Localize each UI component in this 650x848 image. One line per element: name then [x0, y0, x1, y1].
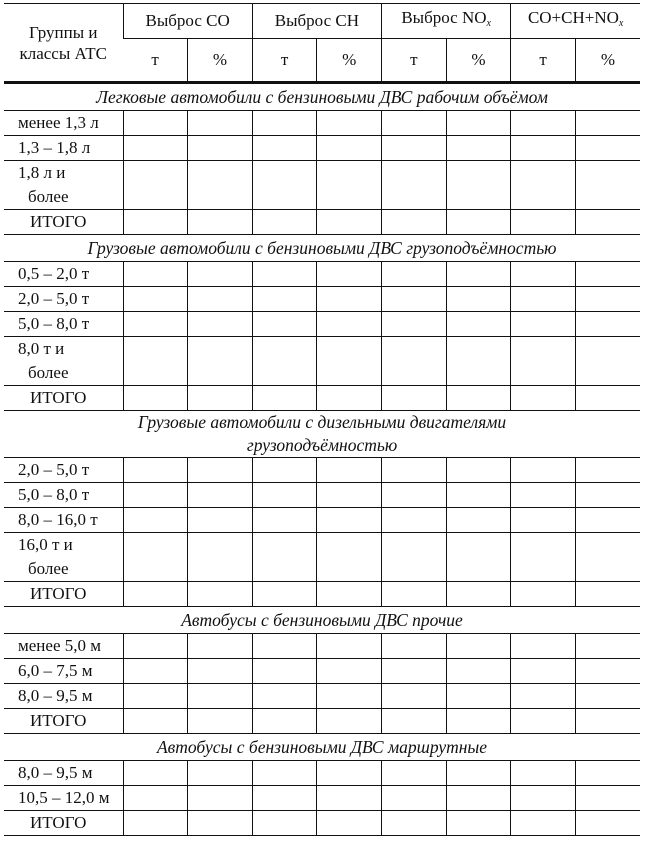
table-cell [188, 634, 253, 659]
table-cell [446, 684, 511, 709]
table-cell [252, 533, 317, 582]
table-cell [123, 337, 188, 386]
table-cell [252, 262, 317, 287]
table-cell [382, 312, 447, 337]
table-cell [575, 458, 640, 483]
row-label: менее 1,3 л [4, 111, 123, 136]
table-cell [575, 337, 640, 386]
row-label: 8,0 – 9,5 м [4, 761, 123, 786]
table-cell [446, 458, 511, 483]
table-cell [446, 136, 511, 161]
table-cell [511, 386, 576, 411]
table-cell [575, 659, 640, 684]
table-cell [575, 161, 640, 210]
table-cell [123, 161, 188, 210]
table-cell [123, 761, 188, 786]
row-label: 10,5 – 12,0 м [4, 786, 123, 811]
table-cell [252, 136, 317, 161]
table-cell [382, 761, 447, 786]
table-cell [382, 508, 447, 533]
table-cell [511, 761, 576, 786]
table-cell [382, 786, 447, 811]
table-cell [511, 634, 576, 659]
header-nox: Выброс $NO_x$ [382, 4, 511, 39]
table-cell [382, 533, 447, 582]
section-title: Легковые автомобили с бензиновыми ДВС рабочим объёмом [4, 83, 640, 111]
table-cell [446, 811, 511, 836]
table-row [4, 761, 640, 786]
table-cell [511, 312, 576, 337]
table-cell [446, 312, 511, 337]
header-group-classes: Группы и классы АТС [4, 4, 123, 83]
table-cell [188, 659, 253, 684]
table-cell [317, 684, 382, 709]
row-label: менее 5,0 м [4, 634, 123, 659]
table-cell [317, 761, 382, 786]
table-cell [575, 533, 640, 582]
table-cell [446, 786, 511, 811]
table-cell [575, 709, 640, 734]
table-cell [188, 582, 253, 607]
table-cell [252, 786, 317, 811]
table-cell [575, 312, 640, 337]
section-header [4, 607, 640, 634]
table-cell [511, 508, 576, 533]
table-cell [382, 709, 447, 734]
table-cell [252, 659, 317, 684]
table-cell [252, 337, 317, 386]
table-cell [446, 161, 511, 210]
table-cell [575, 136, 640, 161]
table-cell [382, 684, 447, 709]
table-cell [511, 337, 576, 386]
table-cell [446, 111, 511, 136]
table-row [4, 533, 640, 582]
table-row [4, 386, 640, 411]
table-cell [252, 312, 317, 337]
row-total-label: ИТОГО [4, 811, 123, 836]
table-row [4, 287, 640, 312]
table-cell [317, 458, 382, 483]
row-label [4, 337, 123, 386]
table-cell [446, 533, 511, 582]
section-title: Автобусы с бензиновыми ДВС прочие [4, 607, 640, 634]
table-cell [317, 262, 382, 287]
table-cell [511, 684, 576, 709]
table-cell [511, 458, 576, 483]
table-cell [123, 262, 188, 287]
section-header [4, 734, 640, 761]
row-label: 5,0 – 8,0 т [4, 312, 123, 337]
table-cell [382, 386, 447, 411]
emissions-table [4, 3, 640, 836]
table-cell [382, 458, 447, 483]
table-cell [382, 136, 447, 161]
table-cell [382, 210, 447, 235]
table-cell [575, 684, 640, 709]
table-row [4, 136, 640, 161]
table-cell [511, 210, 576, 235]
table-row [4, 786, 640, 811]
row-label: 8,0 – 16,0 т [4, 508, 123, 533]
table-cell [446, 337, 511, 386]
row-label-line: 8,0 т и [18, 339, 65, 358]
table-cell [575, 111, 640, 136]
table-cell [188, 684, 253, 709]
table-cell [317, 111, 382, 136]
table-row [4, 337, 640, 386]
table-cell [446, 761, 511, 786]
table-cell [446, 582, 511, 607]
table-cell [188, 210, 253, 235]
row-label-line: более [28, 559, 69, 578]
table-cell [575, 386, 640, 411]
table-cell [123, 684, 188, 709]
table-cell [446, 386, 511, 411]
table-cell [317, 811, 382, 836]
table-cell [123, 811, 188, 836]
table-cell [188, 312, 253, 337]
table-cell [382, 659, 447, 684]
table-cell [575, 483, 640, 508]
table-cell [123, 111, 188, 136]
section-header [4, 411, 640, 458]
row-label-line: 16,0 т и [18, 535, 73, 554]
section-title-line: Грузовые автомобили с дизельными двигателями [137, 412, 507, 432]
table-row [4, 210, 640, 235]
table-cell [188, 533, 253, 582]
table-cell [382, 337, 447, 386]
table-cell [446, 709, 511, 734]
unit-sum-t: т [511, 39, 576, 83]
section-title: Грузовые автомобили с бензиновыми ДВС грузоподъёмностью [4, 235, 640, 262]
table-cell [382, 111, 447, 136]
unit-ch-t: т [252, 39, 317, 83]
table-row [4, 508, 640, 533]
table-cell [446, 210, 511, 235]
row-label-line: 1,8 л и [18, 163, 66, 182]
table-cell [511, 262, 576, 287]
table-cell [511, 786, 576, 811]
table-cell [188, 262, 253, 287]
table-cell [382, 634, 447, 659]
table-cell [446, 287, 511, 312]
table-cell [252, 287, 317, 312]
table-cell [252, 111, 317, 136]
table-cell [123, 210, 188, 235]
table-cell [511, 582, 576, 607]
unit-nox-pct: % [446, 39, 511, 83]
row-label: 0,5 – 2,0 т [4, 262, 123, 287]
table-cell [446, 483, 511, 508]
row-label: 5,0 – 8,0 т [4, 483, 123, 508]
header-ch: Выброс CH [252, 4, 381, 39]
table-cell [188, 786, 253, 811]
table-cell [123, 136, 188, 161]
table-cell [317, 136, 382, 161]
table-cell [252, 582, 317, 607]
table-row [4, 811, 640, 836]
table-cell [123, 386, 188, 411]
table-cell [123, 287, 188, 312]
section-header [4, 235, 640, 262]
table-cell [446, 659, 511, 684]
table-cell [575, 582, 640, 607]
row-total-label: ИТОГО [4, 582, 123, 607]
table-cell [382, 582, 447, 607]
table-cell [317, 337, 382, 386]
table-cell [188, 483, 253, 508]
unit-co-t: т [123, 39, 188, 83]
table-cell [575, 761, 640, 786]
table-cell [317, 386, 382, 411]
header-sum: $CO+CH+NO_x$ [511, 4, 640, 39]
table-cell [252, 161, 317, 210]
table-cell [252, 811, 317, 836]
table-cell [123, 582, 188, 607]
row-label-line: более [28, 363, 69, 382]
row-label [4, 533, 123, 582]
table-cell [575, 287, 640, 312]
table-cell [123, 312, 188, 337]
table-cell [575, 210, 640, 235]
table-cell [382, 161, 447, 210]
table-cell [252, 684, 317, 709]
table-cell [382, 811, 447, 836]
table-row [4, 483, 640, 508]
table-cell [317, 659, 382, 684]
table-cell [188, 386, 253, 411]
table-cell [188, 458, 253, 483]
table-cell [511, 483, 576, 508]
table-cell [511, 709, 576, 734]
table-row [4, 582, 640, 607]
table-cell [446, 634, 511, 659]
row-total-label: ИТОГО [4, 386, 123, 411]
unit-ch-pct: % [317, 39, 382, 83]
row-label: 1,3 – 1,8 л [4, 136, 123, 161]
unit-co-pct: % [188, 39, 253, 83]
table-row [4, 458, 640, 483]
table-cell [252, 386, 317, 411]
table-cell [317, 709, 382, 734]
table-cell [188, 709, 253, 734]
row-label: 6,0 – 7,5 м [4, 659, 123, 684]
row-label: 8,0 – 9,5 м [4, 684, 123, 709]
table-cell [252, 634, 317, 659]
table-row [4, 161, 640, 210]
table-cell [317, 634, 382, 659]
table-cell [317, 786, 382, 811]
row-label: 2,0 – 5,0 т [4, 287, 123, 312]
row-total-label: ИТОГО [4, 709, 123, 734]
table-cell [511, 287, 576, 312]
table-cell [252, 210, 317, 235]
table-cell [252, 508, 317, 533]
table-cell [123, 634, 188, 659]
table-cell [511, 161, 576, 210]
table-row [4, 262, 640, 287]
section-title-line: грузоподъёмностью [246, 435, 398, 455]
table-cell [511, 136, 576, 161]
table-cell [575, 811, 640, 836]
table-cell [188, 136, 253, 161]
table-cell [382, 287, 447, 312]
table-cell [317, 483, 382, 508]
table-cell [188, 111, 253, 136]
table-row [4, 312, 640, 337]
unit-sum-pct: % [575, 39, 640, 83]
row-total-label: ИТОГО [4, 210, 123, 235]
table-cell [511, 111, 576, 136]
section-title: Автобусы с бензиновыми ДВС маршрутные [4, 734, 640, 761]
header-co: Выброс CO [123, 4, 252, 39]
table-cell [511, 533, 576, 582]
table-cell [575, 262, 640, 287]
table-cell [123, 458, 188, 483]
unit-nox-t: т [382, 39, 447, 83]
table-cell [252, 761, 317, 786]
table-cell [317, 582, 382, 607]
table-cell [382, 262, 447, 287]
table-cell [252, 483, 317, 508]
table-cell [382, 483, 447, 508]
table-cell [575, 634, 640, 659]
table-cell [188, 287, 253, 312]
table-row [4, 684, 640, 709]
table-cell [446, 262, 511, 287]
table-cell [252, 458, 317, 483]
table-cell [317, 161, 382, 210]
table-cell [575, 508, 640, 533]
table-row [4, 659, 640, 684]
table-cell [123, 483, 188, 508]
table-cell [188, 508, 253, 533]
table-cell [446, 508, 511, 533]
table-row [4, 634, 640, 659]
table-cell [252, 709, 317, 734]
section-title [4, 411, 640, 458]
table-cell [575, 786, 640, 811]
table-cell [317, 508, 382, 533]
table-cell [123, 786, 188, 811]
table-cell [123, 533, 188, 582]
row-label: 2,0 – 5,0 т [4, 458, 123, 483]
table-cell [317, 287, 382, 312]
row-label-line: более [28, 187, 69, 206]
table-cell [188, 761, 253, 786]
row-label [4, 161, 123, 210]
table-cell [123, 659, 188, 684]
table-cell [317, 210, 382, 235]
table-cell [123, 508, 188, 533]
section-header [4, 83, 640, 111]
table-cell [188, 161, 253, 210]
table-cell [511, 659, 576, 684]
table-cell [317, 312, 382, 337]
table-cell [317, 533, 382, 582]
table-cell [511, 811, 576, 836]
table-row [4, 709, 640, 734]
table-row [4, 111, 640, 136]
table-cell [188, 811, 253, 836]
table-cell [188, 337, 253, 386]
table-cell [123, 709, 188, 734]
